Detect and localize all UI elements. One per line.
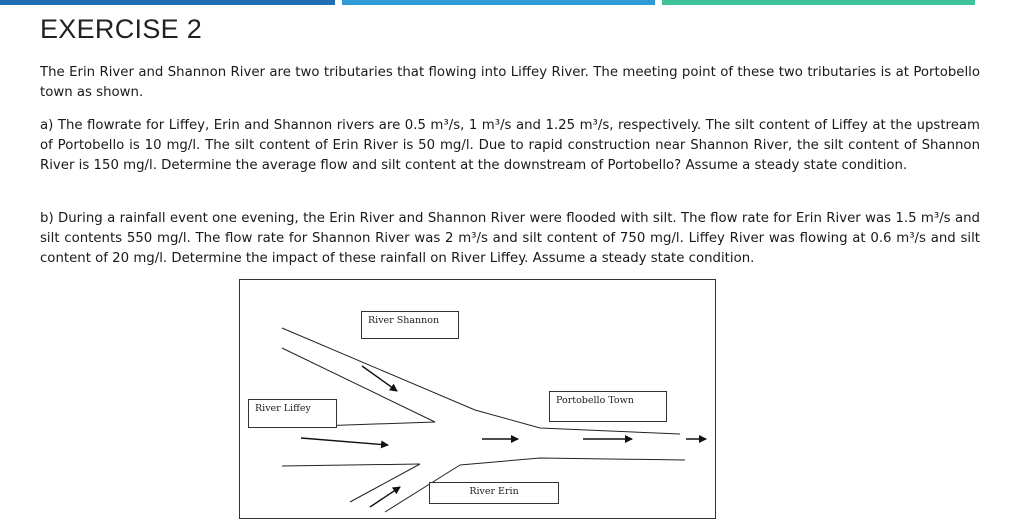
intro-paragraph: The Erin River and Shannon River are two tributaries that flowing into Liffey River. The meeting point of these two tributaries is at Portobello town as shown. — [40, 65, 980, 100]
liffey-bank-lower — [282, 464, 420, 466]
erin-flow-arrow — [370, 487, 400, 507]
river-liffey-label: River Liffey — [248, 399, 337, 428]
top-accent-bar — [0, 0, 1030, 5]
slide-title: EXERCISE 2 — [40, 14, 203, 44]
portobello-town-label: Portobello Town — [549, 391, 667, 422]
part-a-paragraph: a) The flowrate for Liffey, Erin and Shannon rivers are 0.5 m³/s, 1 m³/s and 1.25 m³/s, respectively. The silt content of Liffey at the upstream of Portobello is 10 mg/l. The silt content of Erin River is 50 mg/l. Due to rapid construction near Shannon River, the silt content of Shannon River is 150 mg/l. Determine the average flow and silt content at the downstream of Portobello? Assume a steady state condition. — [40, 118, 980, 173]
shannon-bank-lower — [282, 328, 475, 410]
accent-segment-green — [662, 0, 975, 5]
river-diagram — [239, 279, 716, 519]
porto-bank-lower — [460, 458, 685, 465]
part-b-paragraph: b) During a rainfall event one evening, the Erin River and Shannon River were flooded with silt. The flow rate for Erin River was 1.5 m³/s and silt contents 550 mg/l. The flow rate for Shannon River was 2 m³/s and silt content of 750 mg/l. Liffey River was flowing at 0.6 m³/s and silt content of 20 mg/l. Determine the impact of these rainfall on River Liffey. Assume a steady state condition. — [40, 211, 980, 266]
river-erin-label: River Erin — [429, 482, 559, 504]
accent-segment-light-blue — [342, 0, 655, 5]
liffey-flow-arrow — [301, 438, 388, 445]
accent-segment-blue — [0, 0, 335, 5]
river-shannon-label: River Shannon — [361, 311, 459, 339]
